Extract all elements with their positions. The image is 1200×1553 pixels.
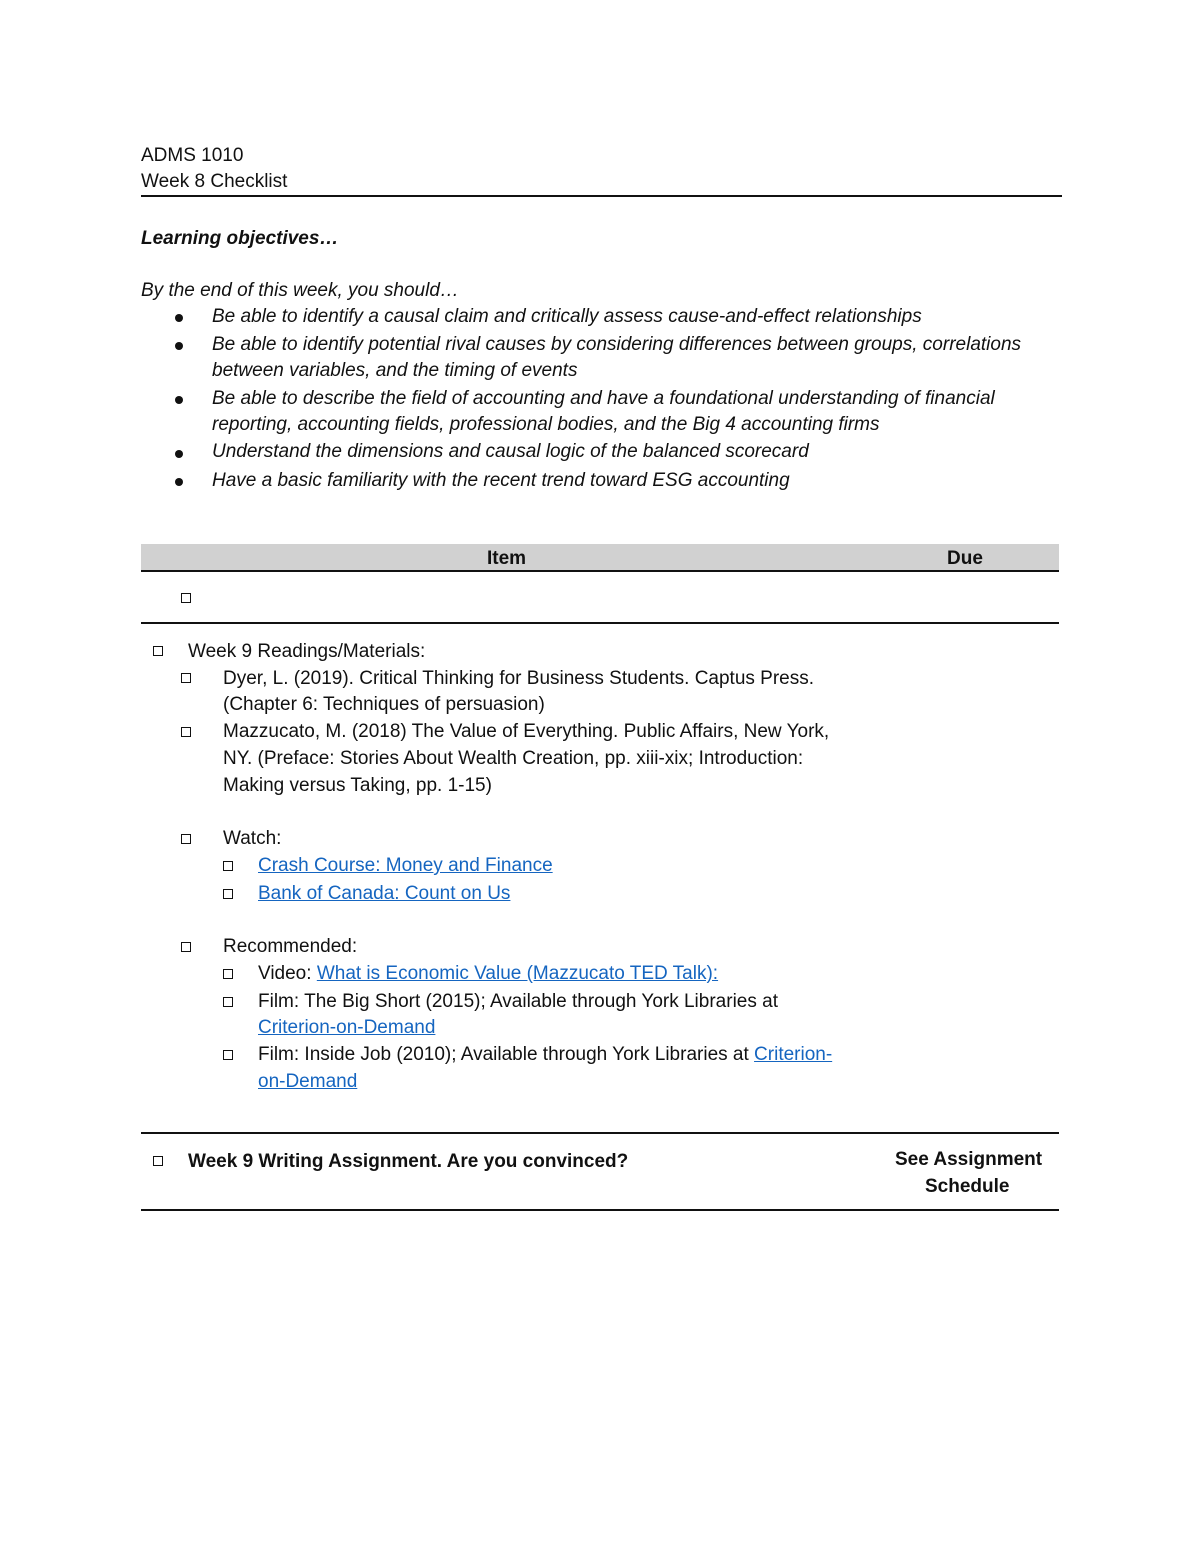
checkbox-readings[interactable] bbox=[153, 646, 163, 656]
row-divider bbox=[141, 622, 1059, 624]
rec-film1-text: Film: The Big Short (2015); Available through York Libraries at bbox=[258, 991, 778, 1012]
bullet-icon bbox=[175, 396, 183, 404]
rec-film2-line bbox=[258, 1044, 832, 1066]
assignment-due: See Assignment bbox=[895, 1149, 1043, 1170]
reading-dyer: Dyer, L. (2019). Critical Thinking for Business Students. Captus Press. bbox=[223, 668, 815, 689]
bullet-icon bbox=[175, 478, 183, 486]
bullet-icon bbox=[175, 314, 183, 322]
course-code: ADMS 1010 bbox=[141, 145, 244, 166]
objectives-intro: By the end of this week, you should… bbox=[141, 280, 459, 301]
rec-film2-text: Film: Inside Job (2010); Available through York Libraries at bbox=[258, 1044, 755, 1065]
objective-item: Be able to identify potential rival causes by considering differences between groups, correlations bbox=[212, 334, 1022, 355]
link-bank-of-canada[interactable]: Bank of Canada: Count on Us bbox=[258, 883, 511, 904]
bullet-icon bbox=[175, 450, 183, 458]
reading-mazzucato: Mazzucato, M. (2018) The Value of Everything. Public Affairs, New York, bbox=[223, 721, 830, 742]
objective-item: Have a basic familiarity with the recent trend toward ESG accounting bbox=[212, 470, 790, 491]
column-header-item: Item bbox=[487, 548, 527, 569]
link-criterion-1[interactable]: Criterion-on-Demand bbox=[258, 1017, 436, 1038]
row-divider bbox=[141, 1132, 1059, 1134]
checkbox-rec-video[interactable] bbox=[223, 969, 233, 979]
objective-item-cont: reporting, accounting fields, professional bodies, and the Big 4 accounting firms bbox=[212, 414, 880, 435]
objective-item: Be able to identify a causal claim and critically assess cause-and-effect relationships bbox=[212, 306, 922, 327]
link-criterion-2[interactable]: Criterion- bbox=[754, 1044, 833, 1065]
table-bottom-border bbox=[141, 1209, 1059, 1211]
link-ted-talk[interactable]: What is Economic Value (Mazzucato TED Talk): bbox=[316, 963, 719, 984]
objective-item: Understand the dimensions and causal logic of the balanced scorecard bbox=[212, 441, 809, 462]
table-header bbox=[141, 544, 1059, 570]
reading-mazzucato-cont: Making versus Taking, pp. 1-15) bbox=[223, 775, 492, 796]
page-title: Week 8 Checklist bbox=[141, 171, 288, 192]
checkbox-watch-crashcourse[interactable] bbox=[223, 861, 233, 871]
checkbox-assignment[interactable] bbox=[153, 1156, 163, 1166]
readings-title: Week 9 Readings/Materials: bbox=[188, 641, 426, 662]
assignment-title: Week 9 Writing Assignment. Are you convinced? bbox=[188, 1151, 629, 1172]
header-divider bbox=[141, 195, 1062, 197]
checkbox-watch[interactable] bbox=[181, 834, 191, 844]
checkbox-reading-mazzucato[interactable] bbox=[181, 727, 191, 737]
link-criterion-2-cont[interactable]: on-Demand bbox=[258, 1071, 358, 1092]
checkbox-empty-row[interactable] bbox=[181, 593, 191, 603]
checkbox-rec-film1[interactable] bbox=[223, 997, 233, 1007]
objective-item: Be able to describe the field of accounting and have a foundational understanding of financial bbox=[212, 388, 995, 409]
watch-title: Watch: bbox=[223, 828, 282, 849]
recommended-title: Recommended: bbox=[223, 936, 358, 957]
link-crash-course[interactable]: Crash Course: Money and Finance bbox=[258, 855, 553, 876]
rec-video-line bbox=[258, 963, 718, 985]
assignment-due-cont: Schedule bbox=[925, 1176, 1010, 1197]
objectives-heading: Learning objectives… bbox=[141, 228, 339, 249]
objective-item-cont: between variables, and the timing of events bbox=[212, 360, 578, 381]
rec-video-prefix: Video: bbox=[258, 963, 317, 984]
checkbox-rec-film2[interactable] bbox=[223, 1050, 233, 1060]
reading-dyer-cont: (Chapter 6: Techniques of persuasion) bbox=[223, 694, 545, 715]
bullet-icon bbox=[175, 342, 183, 350]
checkbox-watch-bankofcanada[interactable] bbox=[223, 889, 233, 899]
table-header-divider bbox=[141, 570, 1059, 572]
reading-mazzucato-cont: NY. (Preface: Stories About Wealth Creation, pp. xiii-xix; Introduction: bbox=[223, 748, 804, 769]
checkbox-reading-dyer[interactable] bbox=[181, 673, 191, 683]
checkbox-recommended[interactable] bbox=[181, 942, 191, 952]
column-header-due: Due bbox=[947, 548, 983, 569]
